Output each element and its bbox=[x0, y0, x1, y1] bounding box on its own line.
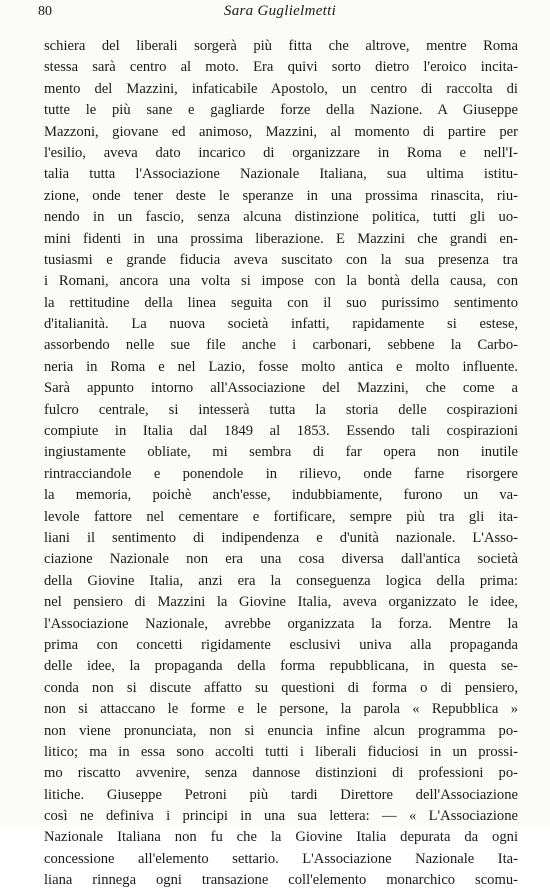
text-line: fulcro centrale, si intesserà tutta la storia delle cospirazioni bbox=[44, 401, 518, 418]
text-line: rintracciandole e ponendole in rilievo, onde farne risorgere bbox=[44, 465, 518, 482]
page-header bbox=[38, 2, 522, 26]
text-line: levole fattore nel cementare e fortificare, sempre più tra gli ita- bbox=[44, 508, 518, 525]
text-line: tusiasmi e grande fiducia aveva suscitato con la sua presenza tra bbox=[44, 251, 518, 268]
text-line: neria in Roma e nel Lazio, fosse molto antica e molto influente. bbox=[44, 358, 518, 375]
text-line: mini fidenti in una prossima liberazione. E Mazzini che grandi en- bbox=[44, 230, 518, 247]
text-line: compiute in Italia dal 1849 al 1853. Essendo tali cospirazioni bbox=[44, 423, 518, 440]
text-line: litiche. Giuseppe Petroni più tardi Direttore dell'Associazione bbox=[44, 786, 518, 803]
text-line: la memoria, poichè anch'esse, indubbiamente, furono un va- bbox=[44, 487, 518, 504]
text-line: tutte le più sane e gagliarde forze della Nazione. A Giuseppe bbox=[44, 102, 518, 119]
text-line: stessa sarà centro al moto. Era quivi sorto dietro l'eroico incita- bbox=[44, 59, 518, 76]
body-text bbox=[44, 36, 518, 892]
text-line: litico; ma in essa sono accolti tutti i liberali fiduciosi in un prossi- bbox=[44, 743, 518, 760]
text-line: Sarà appunto intorno all'Associazione del Mazzini, che come a bbox=[44, 380, 518, 397]
text-line: l'esilio, aveva dato incarico di organizzare in Roma e nell'I- bbox=[44, 144, 518, 161]
text-line: talia tutta l'Associazione Nazionale Italiana, sua ultima istitu- bbox=[44, 166, 518, 183]
text-line: liana rinnega ogni transazione coll'elemento monarchico scomu- bbox=[44, 872, 518, 889]
text-line: nendo in un fascio, senza alcuna distinzione politica, tutti gli uo- bbox=[44, 209, 518, 226]
text-line: prima con concetti rigidamente esclusivi univa alla propaganda bbox=[44, 636, 518, 653]
text-line: liani il sentimento di indipendenza e d'unità nazionale. L'Asso- bbox=[44, 529, 518, 546]
text-line: d'italianità. La nuova società infatti, rapidamente si estese, bbox=[44, 316, 518, 333]
text-line: zione, onde tener deste le speranze in una prossima rinascita, riu- bbox=[44, 187, 518, 204]
text-line: così ne definiva i principi in una sua lettera: — « L'Associazione bbox=[44, 808, 518, 825]
page-number: 80 bbox=[38, 4, 52, 19]
text-line: delle idee, la propaganda della forma repubblicana, in questa se- bbox=[44, 658, 518, 675]
text-line: Nazionale Italiana non fu che la Giovine Italia depurata da ogni bbox=[44, 829, 518, 846]
text-line: conda non si discute affatto su questioni di forma o di pensiero, bbox=[44, 679, 518, 696]
running-title: Sara Guglielmetti bbox=[223, 3, 337, 19]
text-line: assorbendo nelle sue file anche i carbonari, sebbene la Carbo- bbox=[44, 337, 518, 354]
text-line: i Romani, ancora una volta si impose con la bontà della causa, con bbox=[44, 273, 518, 290]
text-line: l'Associazione Nazionale, avrebbe organizzata la forza. Mentre la bbox=[44, 615, 518, 632]
text-line: schiera del liberali sorgerà più fitta che altrove, mentre Roma bbox=[44, 38, 518, 54]
text-line: mo riscatto avvenire, senza dannose distinzioni di professioni po- bbox=[44, 765, 518, 782]
text-line: la rettitudine della linea seguita con il suo purissimo sentimento bbox=[44, 294, 518, 311]
text-line: concessione all'elemento settario. L'Associazione Nazionale Ita- bbox=[44, 850, 518, 867]
text-line: ingiustamente obliate, mi sembra di far opera non inutile bbox=[44, 444, 518, 461]
text-line: non si attaccano le forme e le persone, la parola « Repubblica » bbox=[44, 701, 518, 718]
text-line: nel pensiero di Mazzini la Giovine Italia, aveva organizzato le idee, bbox=[44, 594, 518, 611]
text-line: mento del Mazzini, infaticabile Apostolo, un centro di raccolta di bbox=[44, 80, 518, 97]
text-line: non viene pronunciata, non si enuncia infine alcun programma po- bbox=[44, 722, 518, 739]
text-line: ciazione Nazionale non era una cosa diversa dall'antica società bbox=[44, 551, 518, 568]
text-line: della Giovine Italia, anzi era la conseguenza logica della prima: bbox=[44, 572, 518, 589]
text-line: Mazzoni, giovane ed animoso, Mazzini, al momento di partire per bbox=[44, 123, 518, 140]
